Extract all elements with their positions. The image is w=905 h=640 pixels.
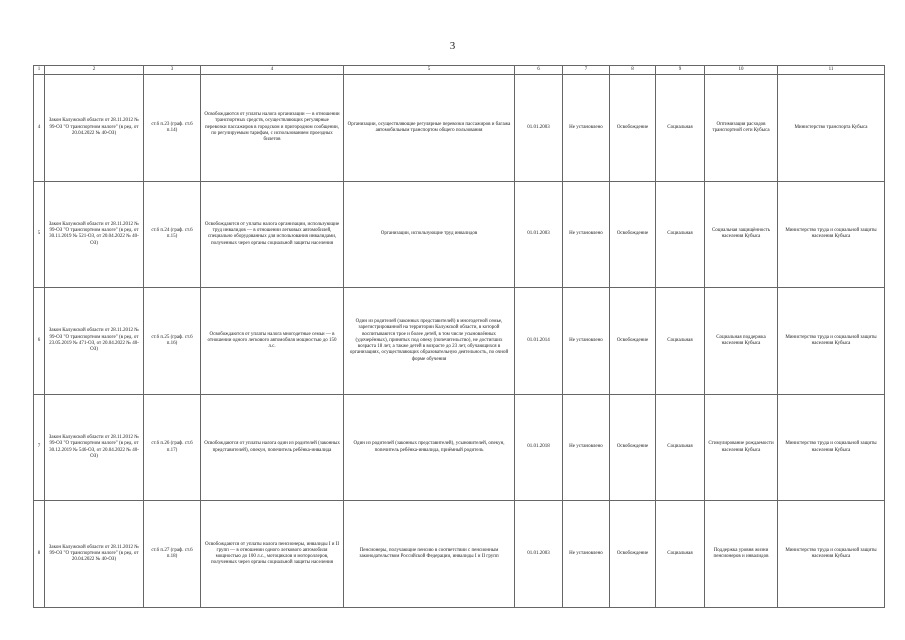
table-row — [34, 181, 885, 288]
benefit-type-cell: Освобождение — [610, 181, 656, 288]
legal-act-cell: Закон Калужской области от 28.11.2012 № 99-ОЗ "О транспортном налоге" (в ред. от 20.04.2022 № 40-ОЗ) — [45, 501, 144, 608]
benefit-category-cell: Освобождаются от уплаты налога организации, использующие труд инвалидов — в отношении легковых автомобилей, специально оборудованных для использования инвалидами, полученных через органы социальной защиты населения — [201, 181, 344, 288]
goal-cell: Оптимизация расходов транспортной сети Кубыса — [705, 75, 778, 182]
row-number: 6 — [34, 288, 45, 395]
benefit-category-cell: Освобождаются от уплаты налога организации — в отношении транспортных средств, осуществляющих регулярные перевозки пассажиров в городском и пригородном сообщении, по регулируемым тарифам, с использованием проездных билетов — [201, 75, 344, 182]
table-row — [34, 501, 885, 608]
target-category-cell: Социальная — [656, 288, 705, 395]
article-cell: ст.6 п.27 (граф. ст.6 п.18) — [144, 501, 201, 608]
benefit-type-cell: Освобождение — [610, 501, 656, 608]
curator-cell: Министерство труда и социальной защиты населения Кубыса — [778, 288, 885, 395]
target-category-cell: Социальная — [656, 181, 705, 288]
table-row — [34, 394, 885, 501]
column-number: 1 — [34, 66, 45, 75]
start-date-cell: 01.01.2003 — [515, 181, 563, 288]
article-cell: ст.6 п.23 (граф. ст.6 п.14) — [144, 75, 201, 182]
curator-cell: Министерство транспорта Кубыса — [778, 75, 885, 182]
curator-cell: Министерство труда и социальной защиты населения Кубыса — [778, 501, 885, 608]
goal-cell: Социальная защищённость населения Кубыса — [705, 181, 778, 288]
column-number: 6 — [515, 66, 563, 75]
row-number: 4 — [34, 75, 45, 182]
row-number: 8 — [34, 501, 45, 608]
article-cell: ст.6 п.26 (граф. ст.6 п.17) — [144, 394, 201, 501]
target-category-cell: Социальная — [656, 501, 705, 608]
benefit-category-cell: Освобождаются от уплаты налога пенсионеры, инвалиды I и II групп — в отношении одного легкового автомобиля мощностью до 100 л.с., мотоциклов и мотороллеров, полученных через органы социальной защиты населения — [201, 501, 344, 608]
start-date-cell: 01.01.2003 — [515, 75, 563, 182]
end-date-cell: Не установлено — [563, 394, 610, 501]
benefit-condition-cell: Пенсионеры, получающие пенсию в соответствии с пенсионным законодательством Российской Федерации, инвалиды I и II групп — [344, 501, 515, 608]
start-date-cell: 01.01.2018 — [515, 394, 563, 501]
start-date-cell: 01.01.2003 — [515, 501, 563, 608]
target-category-cell: Социальная — [656, 394, 705, 501]
article-cell: ст.6 п.25 (граф. ст.6 п.16) — [144, 288, 201, 395]
benefit-type-cell: Освобождение — [610, 75, 656, 182]
benefit-type-cell: Освобождение — [610, 394, 656, 501]
end-date-cell: Не установлено — [563, 75, 610, 182]
end-date-cell: Не установлено — [563, 181, 610, 288]
benefit-category-cell: Освобождаются от уплаты налога один из родителей (законных представителей), опекун, попечитель ребёнка-инвалида — [201, 394, 344, 501]
article-cell: ст.6 п.24 (граф. ст.6 п.15) — [144, 181, 201, 288]
row-number: 7 — [34, 394, 45, 501]
table-row — [34, 75, 885, 182]
tax-benefits-table — [33, 65, 885, 608]
legal-act-cell: Закон Калужской области от 28.11.2012 № 99-ОЗ "О транспортном налоге" (в ред. от 30.12.2019 № 546-ОЗ, от 20.04.2022 № 40-ОЗ) — [45, 394, 144, 501]
benefit-condition-cell: Организации, использующие труд инвалидов — [344, 181, 515, 288]
column-number: 11 — [778, 66, 885, 75]
benefit-condition-cell: Один из родителей (законных представителей) в многодетной семье, зарегистрированной на территории Калужской области, в которой воспитываются трое и более детей, в том числе усыновлённых (удочерённых), принятых под опеку (попечительство), не достигших возраста 18 лет, а также детей в возрасте до 23 лет, обучающихся в организациях, осуществляющих образовательную деятельность, по очной форме обучения — [344, 288, 515, 395]
goal-cell: Стимулирование рождаемости населения Кубыса — [705, 394, 778, 501]
page-number: 3 — [449, 40, 456, 52]
column-number: 4 — [201, 66, 344, 75]
column-number: 2 — [45, 66, 144, 75]
benefit-condition-cell: Организации, осуществляющие регулярные перевозки пассажиров и багажа автомобильным транспортом общего пользования — [344, 75, 515, 182]
column-number: 5 — [344, 66, 515, 75]
column-number: 9 — [656, 66, 705, 75]
end-date-cell: Не установлено — [563, 501, 610, 608]
benefit-type-cell: Освобождение — [610, 288, 656, 395]
column-number: 8 — [610, 66, 656, 75]
row-number: 5 — [34, 181, 45, 288]
legal-act-cell: Закон Калужской области от 28.11.2012 № 99-ОЗ "О транспортном налоге" (в ред. от 23.05.2019 № 471-ОЗ, от 20.04.2022 № 40-ОЗ) — [45, 288, 144, 395]
end-date-cell: Не установлено — [563, 288, 610, 395]
table-row — [34, 288, 885, 395]
start-date-cell: 01.01.2014 — [515, 288, 563, 395]
goal-cell: Социальная поддержка населения Кубыса — [705, 288, 778, 395]
legal-act-cell: Закон Калужской области от 28.11.2012 № 99-ОЗ "О транспортном налоге" (в ред. от 20.04.2022 № 40-ОЗ) — [45, 75, 144, 182]
benefit-condition-cell: Один из родителей (законных представителей), усыновителей, опекун, попечитель ребёнка-инвалида, приёмный родитель — [344, 394, 515, 501]
target-category-cell: Социальная — [656, 75, 705, 182]
legal-act-cell: Закон Калужской области от 28.11.2012 № 99-ОЗ "О транспортном налоге" (в ред. от 30.11.2019 № 521-ОЗ, от 20.04.2022 № 40-ОЗ) — [45, 181, 144, 288]
curator-cell: Министерство труда и социальной защиты населения Кубыса — [778, 394, 885, 501]
column-number-row — [34, 66, 885, 75]
column-number: 7 — [563, 66, 610, 75]
goal-cell: Поддержка уровня жизни пенсионеров и инвалидов — [705, 501, 778, 608]
curator-cell: Министерство труда и социальной защиты населения Кубыса — [778, 181, 885, 288]
benefit-category-cell: Освобождаются от уплаты налога многодетные семьи — в отношении одного легкового автомобиля мощностью до 150 л.с. — [201, 288, 344, 395]
column-number: 3 — [144, 66, 201, 75]
column-number: 10 — [705, 66, 778, 75]
